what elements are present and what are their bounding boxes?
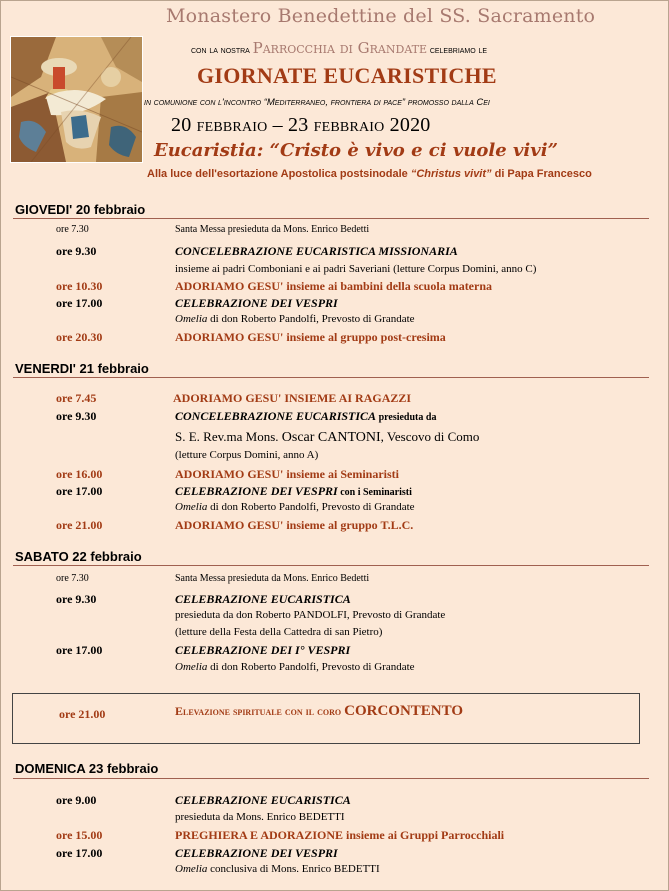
concert-time: ore 21.00	[59, 707, 106, 721]
event-desc: ADORIAMO GESU' insieme ai Seminaristi	[175, 467, 399, 481]
event-desc: CELEBRAZIONE EUCARISTICA	[175, 793, 351, 807]
event-desc: Santa Messa presieduta da Mons. Enrico Bedetti	[175, 573, 370, 584]
event-desc: ADORIAMO GESU' insieme al gruppo T.L.C.	[175, 518, 414, 532]
note-italic: Omelia	[175, 863, 208, 875]
monastery-title: Monastero Benedettine del SS. Sacramento	[166, 5, 596, 27]
event-time: ore 9.30	[56, 409, 97, 423]
concert-text: Elevazione spirituale con il coro	[175, 704, 345, 718]
event-note	[175, 661, 415, 673]
event-time: ore 17.00	[56, 296, 103, 310]
event-time: ore 9.30	[56, 244, 97, 258]
desc-main: CONCELEBRAZIONE EUCARISTICA	[175, 409, 377, 423]
event-note	[175, 863, 380, 875]
divider	[13, 565, 649, 566]
event-note: presieduta da Mons. Enrico BEDETTI	[175, 811, 345, 823]
event-time: ore 16.00	[56, 467, 103, 481]
date-range: 20 febbraio – 23 febbraio 2020	[171, 114, 431, 136]
event-time: ore 7.45	[56, 391, 97, 405]
event-desc: PREGHIERA E ADORAZIONE insieme ai Gruppi Parrocchiali	[175, 828, 505, 842]
event-time: ore 20.30	[56, 330, 103, 344]
event-desc: Santa Messa presieduta da Mons. Enrico Bedetti	[175, 224, 370, 235]
event-time: ore 7.30	[56, 224, 89, 235]
bishop-name: Oscar CANTONI	[281, 430, 381, 445]
event-note	[175, 501, 415, 513]
note-text: di don Roberto Pandolfi, Prevosto di Grandate	[207, 661, 415, 673]
event-time: ore 17.00	[56, 846, 103, 860]
event-desc: ADORIAMO GESU' INSIEME AI RAGAZZI	[173, 391, 412, 405]
event-time: ore 9.00	[56, 793, 97, 807]
event-note	[175, 429, 479, 446]
note-text: di don Roberto Pandolfi, Prevosto di Grandate	[207, 313, 415, 325]
note-text: conclusiva di Mons. Enrico BEDETTI	[207, 863, 380, 875]
desc-tail: con i Seminaristi	[337, 487, 412, 498]
note-italic: Omelia	[175, 661, 208, 673]
event-note: (letture della Festa della Cattedra di san Pietro)	[175, 626, 383, 638]
event-note	[175, 313, 415, 325]
note-italic: Omelia	[175, 313, 208, 325]
event-note: presieduta da don Roberto PANDOLFI, Prevosto di Grandate	[175, 609, 446, 621]
event-note: insieme ai padri Comboniani e ai padri Saveriani (letture Corpus Domini, anno C)	[175, 263, 537, 275]
main-title: GIORNATE EUCARISTICHE	[197, 63, 497, 88]
line2-post: celebriamo le	[429, 45, 488, 56]
exhortation-line	[147, 168, 592, 180]
note-a: S. E. Rev.ma Mons.	[175, 429, 282, 444]
note-b: , Vescovo di Como	[380, 429, 480, 444]
exhortation-post: di Papa Francesco	[494, 168, 592, 180]
event-desc: CONCELEBRAZIONE EUCARISTICA MISSIONARIA	[175, 244, 458, 258]
event-time: ore 15.00	[56, 828, 103, 842]
divider	[13, 377, 649, 378]
exhortation-title: “Christus vivit”	[410, 168, 492, 180]
event-desc: CELEBRAZIONE EUCARISTICA	[175, 592, 351, 606]
event-desc: ADORIAMO GESU' insieme ai bambini della scuola materna	[175, 279, 493, 293]
event-time: ore 21.00	[56, 518, 103, 532]
event-time: ore 9.30	[56, 592, 97, 606]
desc-tail: presieduta da	[376, 412, 437, 423]
parish-name: Parrocchia di Grandate	[252, 39, 428, 57]
event-time: ore 7.30	[56, 573, 89, 584]
choir-name: CORCONTENTO	[344, 703, 464, 719]
eucharist-mosaic-image	[10, 36, 143, 163]
event-desc: CELEBRAZIONE DEI I° VESPRI	[175, 643, 351, 657]
event-desc	[175, 409, 436, 424]
event-time: ore 17.00	[56, 484, 103, 498]
event-time: ore 10.30	[56, 279, 103, 293]
event-note: (letture Corpus Domini, anno A)	[175, 449, 319, 461]
exhortation-pre: Alla luce dell'esortazione Apostolica postsinodale	[147, 168, 408, 180]
note-text: di don Roberto Pandolfi, Prevosto di Grandate	[207, 501, 415, 513]
divider	[13, 218, 649, 219]
communion-line: in comunione con l'incontro “Mediterraneo, frontiera di pace” promosso dalla Cei	[144, 97, 490, 108]
subtitle-parish	[191, 39, 487, 57]
day-heading-sunday: DOMENICA 23 febbraio	[15, 761, 159, 776]
event-desc: CELEBRAZIONE DEI VESPRI	[175, 296, 338, 310]
day-heading-friday: VENERDI' 21 febbraio	[15, 361, 149, 376]
line2-pre: con la nostra	[191, 45, 250, 56]
desc-main: CELEBRAZIONE DEI VESPRI	[175, 484, 338, 498]
event-desc: ADORIAMO GESU' insieme al gruppo post-cresima	[175, 330, 446, 344]
event-time: ore 17.00	[56, 643, 103, 657]
motto: Eucaristia: “Cristo è vivo e ci vuole vivi”	[154, 140, 558, 161]
event-desc: CELEBRAZIONE DEI VESPRI	[175, 846, 338, 860]
concert-desc	[175, 703, 463, 720]
event-desc	[175, 484, 412, 499]
divider	[13, 778, 649, 779]
day-heading-thursday: GIOVEDI' 20 febbraio	[15, 202, 146, 217]
day-heading-saturday: SABATO 22 febbraio	[15, 549, 142, 564]
note-italic: Omelia	[175, 501, 208, 513]
